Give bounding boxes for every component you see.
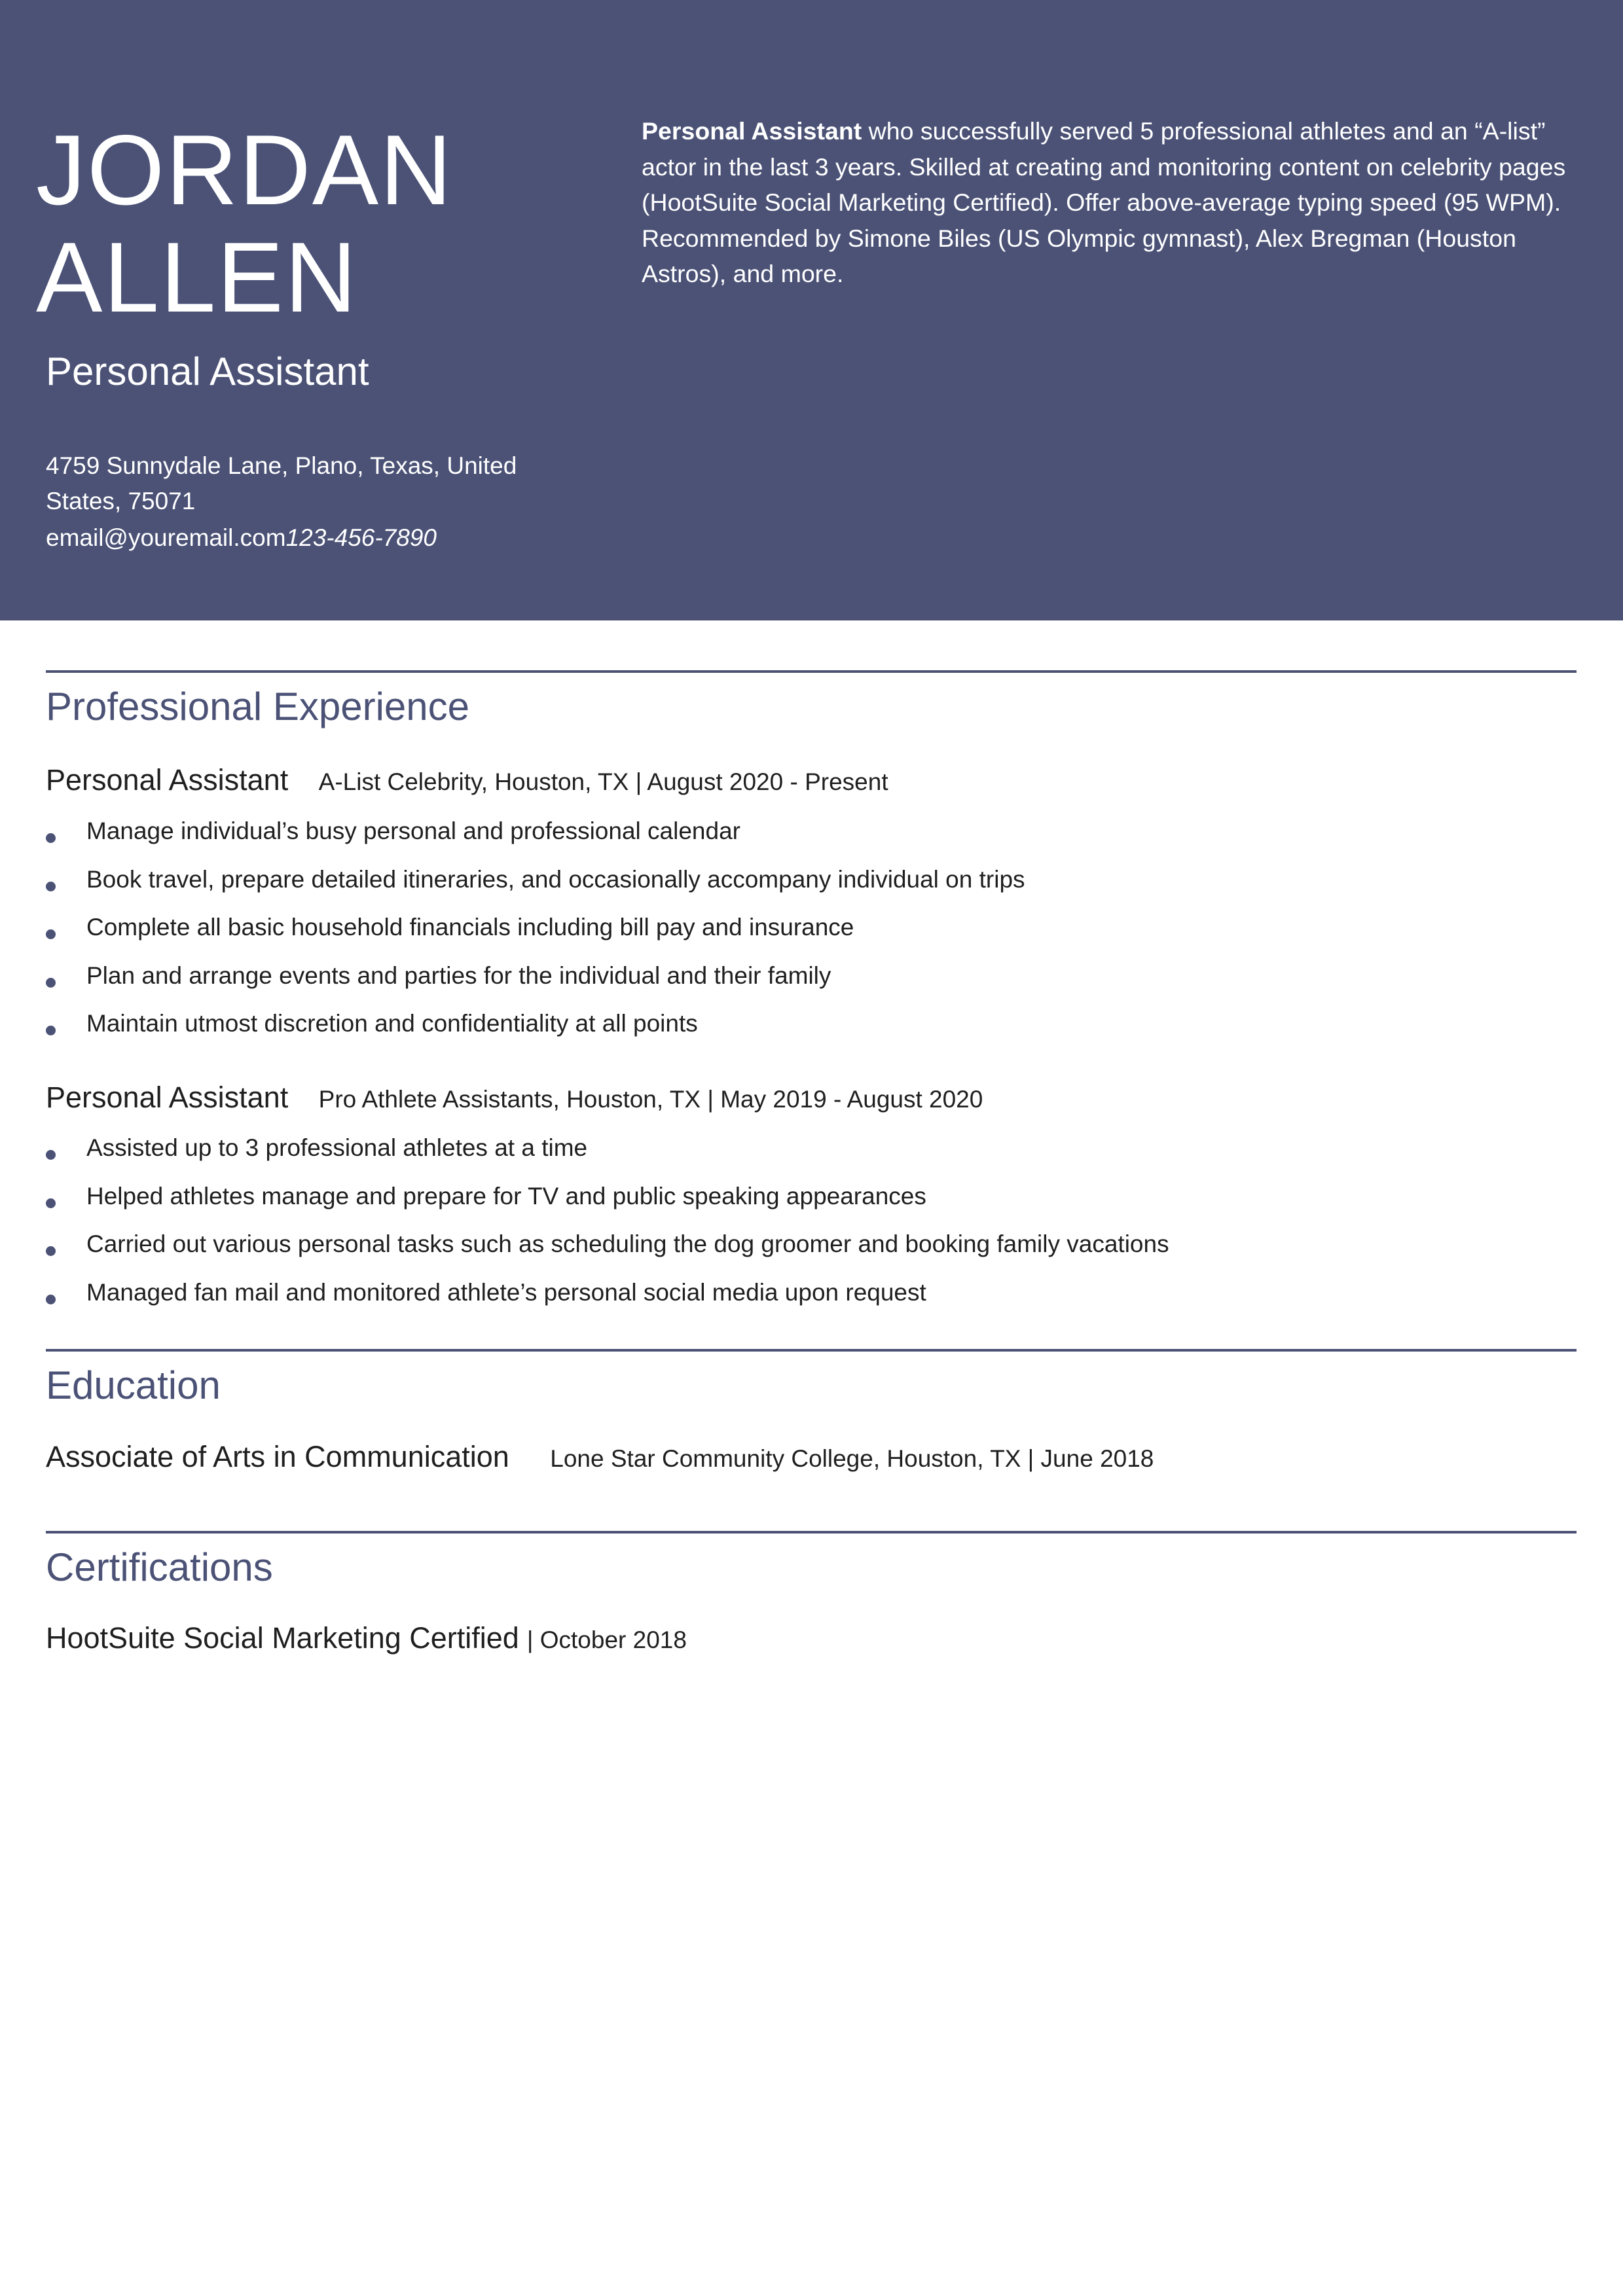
- section-divider: [46, 1531, 1577, 1534]
- job-2-header: [46, 1078, 983, 1119]
- list-item: Book travel, prepare detailed itineraries, and occasionally accompany individual on trips: [46, 855, 1025, 904]
- degree: Associate of Arts in Communication: [46, 1440, 509, 1473]
- job-1-role: Personal Assistant: [46, 763, 289, 797]
- resume-header: [0, 0, 1623, 620]
- bullet-dot-icon: [46, 1150, 56, 1160]
- bullet-dot-icon: [46, 1026, 56, 1035]
- first-name: JORDAN: [36, 115, 453, 226]
- candidate-name: [36, 117, 453, 331]
- job-1-bullets: [46, 807, 1025, 1048]
- certification-entry: [46, 1619, 687, 1660]
- certifications-heading: Certifications: [46, 1545, 273, 1589]
- list-item: Helped athletes manage and prepare for TV and public speaking appearances: [46, 1172, 1169, 1221]
- section-divider: [46, 1349, 1577, 1352]
- bullet-dot-icon: [46, 833, 56, 843]
- candidate-title: Personal Assistant: [46, 350, 369, 393]
- contact-line: [46, 520, 437, 556]
- bullet-dot-icon: [46, 882, 56, 891]
- bullet-dot-icon: [46, 1295, 56, 1304]
- certification-meta: | October 2018: [526, 1626, 687, 1653]
- list-item: Managed fan mail and monitored athlete’s personal social media upon request: [46, 1268, 1169, 1317]
- bullet-dot-icon: [46, 929, 56, 939]
- summary-text: who successfully served 5 professional athletes and an “A-list” actor in the last 3 years. Skilled at creating and monitoring content on celebrity pages (HootSuite Social Marketing Certified). Offer above-average typing speed (95 WPM). Recommended by Simone Biles (US Olympic gymnast), Alex Bregman (Houston Astros), and more.: [642, 117, 1566, 287]
- education-heading: Education: [46, 1363, 221, 1407]
- education-meta: Lone Star Community College, Houston, TX | June 2018: [550, 1445, 1154, 1472]
- experience-heading: Professional Experience: [46, 685, 470, 728]
- experience-section: [46, 670, 1577, 733]
- list-item: Maintain utmost discretion and confidentiality at all points: [46, 999, 1025, 1048]
- last-name: ALLEN: [36, 222, 358, 333]
- list-item: Assisted up to 3 professional athletes at a time: [46, 1124, 1169, 1172]
- bullet-dot-icon: [46, 1198, 56, 1208]
- address: 4759 Sunnydale Lane, Plano, Texas, United States, 75071: [46, 452, 517, 514]
- list-item: Manage individual’s busy personal and professional calendar: [46, 807, 1025, 855]
- summary: [642, 113, 1571, 292]
- summary-lead: Personal Assistant: [642, 117, 862, 145]
- job-1-header: [46, 761, 888, 802]
- job-2-meta: Pro Athlete Assistants, Houston, TX | May 2019 - August 2020: [318, 1086, 983, 1113]
- job-1-meta: A-List Celebrity, Houston, TX | August 2020 - Present: [318, 768, 888, 795]
- section-divider: [46, 670, 1577, 673]
- phone: 123-456-7890: [285, 524, 437, 551]
- list-item: Complete all basic household financials including bill pay and insurance: [46, 903, 1025, 952]
- education-entry: [46, 1437, 1154, 1479]
- job-2-role: Personal Assistant: [46, 1081, 289, 1114]
- list-item: Plan and arrange events and parties for the individual and their family: [46, 952, 1025, 1000]
- education-section: [46, 1349, 1577, 1412]
- certifications-section: [46, 1531, 1577, 1594]
- bullet-dot-icon: [46, 978, 56, 988]
- list-item: Carried out various personal tasks such as scheduling the dog groomer and booking family vacations: [46, 1220, 1169, 1268]
- certification-name: HootSuite Social Marketing Certified: [46, 1621, 519, 1655]
- email: email@youremail.com: [46, 524, 286, 551]
- job-2-bullets: [46, 1124, 1169, 1316]
- bullet-dot-icon: [46, 1246, 56, 1256]
